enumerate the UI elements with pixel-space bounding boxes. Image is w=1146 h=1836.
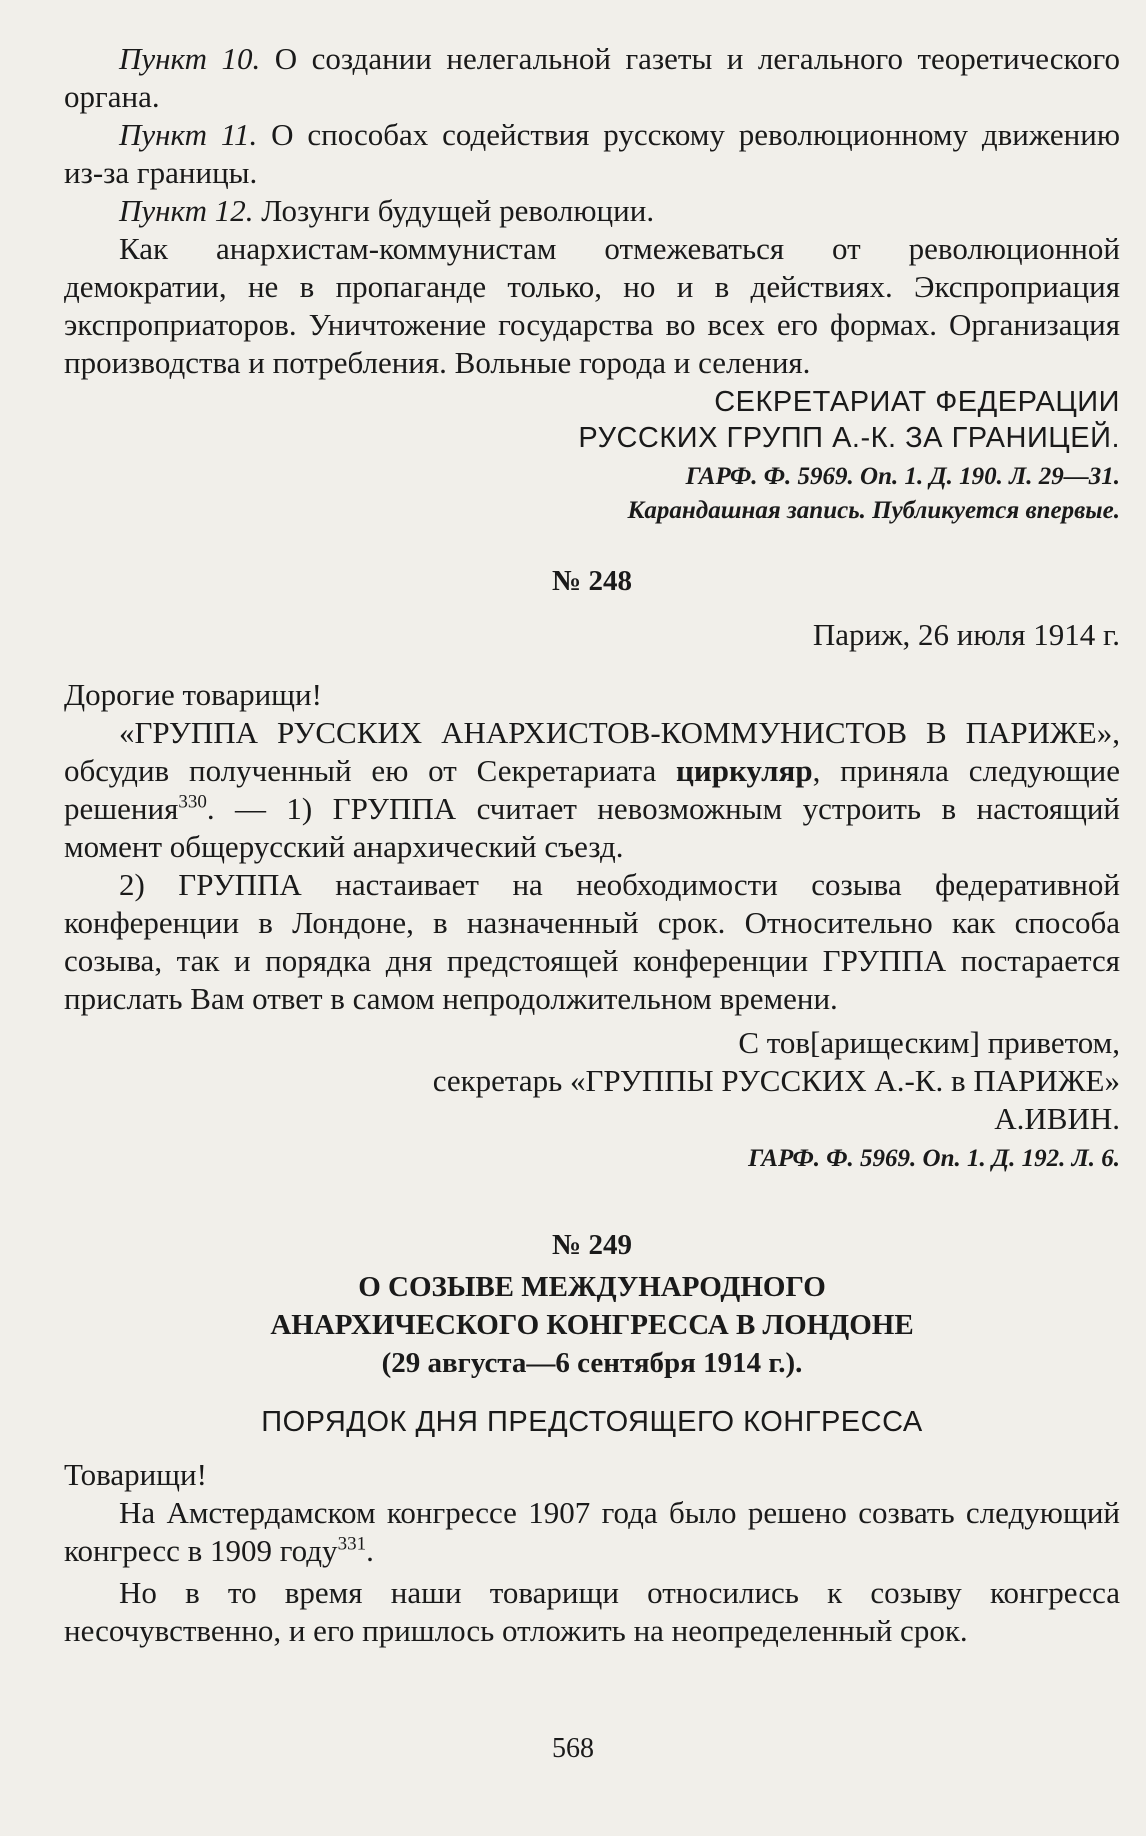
- footnote-330: 330: [178, 791, 207, 813]
- signature-secretariat-line2: РУССКИХ ГРУПП А.-К. ЗА ГРАНИЦЕЙ.: [578, 422, 1120, 454]
- point-10-text: О создании нелегальной газеты и легального теоретического органа.: [64, 41, 1120, 114]
- paragraph-248-1-b: , приняла следующие решения: [64, 753, 1120, 826]
- doc-249-title-line3: (29 августа—6 сентября 1914 г.).: [381, 1347, 803, 1379]
- point-11: [64, 116, 1120, 192]
- closing-name: А.ИВИН.: [994, 1101, 1120, 1136]
- circular-word: циркуляр: [676, 753, 813, 788]
- closing-greeting: С тов[арищеским] приветом,: [738, 1025, 1120, 1060]
- point-12-text: Лозунги будущей революции.: [253, 193, 655, 228]
- document-number-249: № 249: [552, 1229, 632, 1261]
- paragraph-248-1-a: «ГРУППА РУССКИХ АНАРХИСТОВ-КОММУНИСТОВ В ПАРИЖЕ», обсудив полученный ею от Секретариата: [64, 715, 1120, 788]
- source-note-2: Карандашная запись. Публикуется впервые.: [627, 497, 1120, 524]
- page-body: [64, 40, 1120, 1650]
- greeting-249: Товарищи!: [64, 1457, 207, 1492]
- paragraph-248-1-c: . — 1) ГРУППА считает невозможным устроить в настоящий момент общерусский анархический съезд.: [64, 791, 1120, 864]
- point-10-label: Пункт 10.: [119, 41, 261, 76]
- point-12: [64, 192, 1120, 230]
- place-date: Париж, 26 июля 1914 г.: [812, 617, 1120, 652]
- point-12-body: Как анархистам-коммунистам отмежеваться от революционной демократии, не в пропаганде только, но и в действиях. Экспроприация экспроприаторов. Уничтожение государства во всех его формах. Организация производства и потребления. Вольные города и селения.: [64, 231, 1120, 380]
- source-note-1: ГАРФ. Ф. 5969. Оп. 1. Д. 190. Л. 29—31.: [685, 463, 1120, 490]
- paragraph-248-2: 2) ГРУППА настаивает на необходимости созыва федеративной конференции в Лондоне, в назначенный срок. Относительно как способа созыва, так и порядка дня предстоящей конференции ГРУППА постарается прислать Вам ответ в самом непродолжительном времени.: [64, 867, 1120, 1016]
- greeting-248: Дорогие товарищи!: [64, 677, 322, 712]
- doc-249-subtitle: ПОРЯДОК ДНЯ ПРЕДСТОЯЩЕГО КОНГРЕССА: [261, 1406, 923, 1438]
- document-number-248: № 248: [552, 565, 632, 597]
- point-11-text: О способах содействия русскому революционному движению из-за границы.: [64, 117, 1120, 190]
- page-number: 568: [552, 1733, 594, 1764]
- paragraph-249-1-a: На Амстердамском конгрессе 1907 года было решено созвать следующий конгресс в 1909 году: [64, 1495, 1120, 1568]
- doc-249-title-line1: О СОЗЫВЕ МЕЖДУНАРОДНОГО: [358, 1271, 826, 1303]
- point-11-label: Пункт 11.: [119, 117, 258, 152]
- doc-249-title-line2: АНАРХИЧЕСКОГО КОНГРЕССА В ЛОНДОНЕ: [270, 1309, 914, 1341]
- paragraph-249-2: Но в то время наши товарищи относились к созыву конгресса несочувственно, и его пришлось отложить на неопределенный срок.: [64, 1575, 1120, 1648]
- point-10: [64, 40, 1120, 116]
- footnote-331: 331: [337, 1533, 367, 1555]
- point-12-label: Пункт 12.: [119, 193, 254, 228]
- closing-secretary: секретарь «ГРУППЫ РУССКИХ А.-К. в ПАРИЖЕ»: [432, 1063, 1120, 1098]
- paragraph-249-1-b: .: [366, 1533, 374, 1568]
- source-note-248: ГАРФ. Ф. 5969. Оп. 1. Д. 192. Л. 6.: [748, 1145, 1120, 1172]
- paragraph-249-1: [64, 1494, 1120, 1570]
- paragraph-248-1: [64, 714, 1120, 866]
- signature-secretariat-line1: СЕКРЕТАРИАТ ФЕДЕРАЦИИ: [714, 386, 1120, 418]
